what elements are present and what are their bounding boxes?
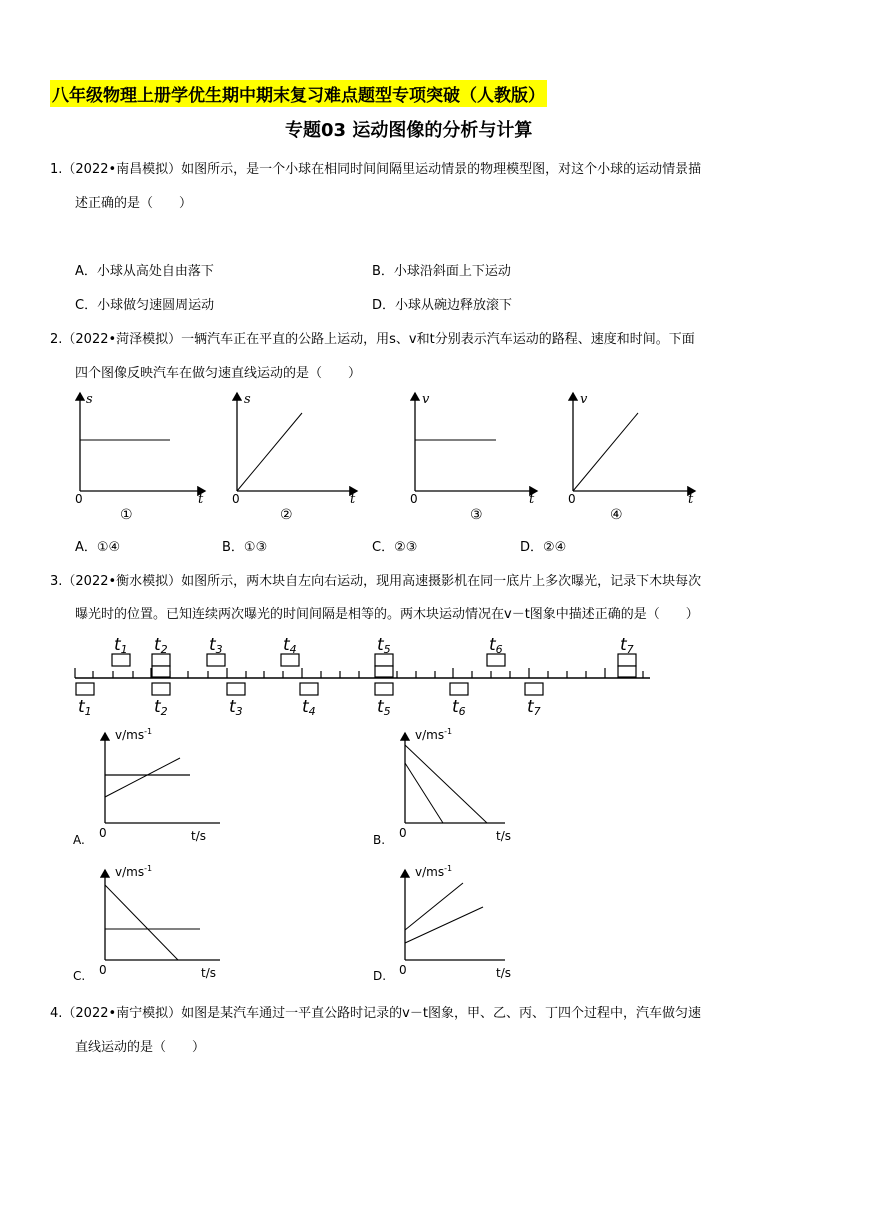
q2-option-b: B．①③ [222, 540, 268, 555]
svg-text:v/ms-1: $v/ms^{-1}$ [415, 727, 453, 742]
q2-graph-2-xlabel: t [350, 492, 356, 507]
q2-graph-3-ylabel: v [422, 392, 430, 407]
q4-text-line1: 4.（2022•南宁模拟）如图是某汽车通过一平直公路时记录的v－t图象，甲、乙、丙、丁四个过程中，汽车做匀速 [50, 1006, 701, 1021]
svg-text:t3: t3 [209, 635, 223, 656]
svg-text:t4: t4 [302, 697, 316, 718]
svg-text:t5: t5 [377, 635, 391, 656]
q3-option-d: D. [373, 969, 387, 983]
q3-graph-a [73, 727, 220, 847]
q3-vt-graphs [65, 725, 545, 990]
svg-text:t7: t7 [527, 697, 541, 718]
q1-text-line2: 述正确的是（ ） [75, 196, 193, 211]
q2-graph-1-xlabel: t [198, 492, 204, 507]
lower-block-t1 [76, 683, 94, 695]
q3-graph-c [73, 864, 220, 983]
svg-text:t6: t6 [489, 635, 503, 656]
q2-graph-4-origin: 0 [568, 492, 576, 506]
q2-graph-1 [75, 392, 205, 523]
q2-graph-1-ylabel: s [86, 392, 93, 407]
svg-text:0: 0 [399, 826, 407, 840]
q2-graph-3-caption: ③ [470, 507, 483, 523]
q3-graph-b [373, 727, 511, 847]
svg-text:0: 0 [399, 963, 407, 977]
svg-text:t3: t3 [229, 697, 243, 718]
svg-text:t2: t2 [154, 697, 168, 718]
upper-block-t5b [375, 666, 393, 677]
svg-text:t2: t2 [154, 635, 168, 656]
q2-option-d: D．②④ [520, 540, 567, 555]
q2-graph-3-xlabel: t [529, 492, 535, 507]
q2-option-c: C．②③ [372, 540, 418, 555]
svg-text:t6: t6 [452, 697, 466, 718]
svg-text:t/s: t/s [191, 829, 206, 843]
q2-graph-3-origin: 0 [410, 492, 418, 506]
q3-option-a: A. [73, 833, 85, 847]
svg-text:v/ms-1: $v/ms^{-1}$ [115, 864, 153, 879]
svg-text:0: 0 [99, 826, 107, 840]
q3-exposure-strip [70, 628, 660, 720]
q2-graph-2-caption: ② [280, 507, 293, 523]
doc-title: 专题03 运动图像的分析与计算 [285, 120, 533, 141]
svg-text:t/s: t/s [496, 966, 511, 980]
q2-option-a: A．①④ [75, 540, 121, 555]
svg-text:0: 0 [99, 963, 107, 977]
q3-text-line1: 3.（2022•衡水模拟）如图所示，两木块自左向右运动，现用高速摄影机在同一底片上多次曝光，记录下木块每次 [50, 574, 702, 589]
svg-text:t/s: t/s [201, 966, 216, 980]
q3-text-line2: 曝光时的位置。已知连续两次曝光的时间间隔是相等的。两木块运动情况在v－t图象中描述正确的是（ ） [75, 607, 699, 622]
lower-block-t2 [152, 683, 170, 695]
lower-block-t5 [375, 683, 393, 695]
q2-graph-2 [232, 392, 357, 523]
lower-block-t3 [227, 683, 245, 695]
q3-option-c: C. [73, 969, 86, 983]
q2-graph-4-caption: ④ [610, 507, 623, 523]
q2-graph-4-xlabel: t [688, 492, 694, 507]
q2-text-line1: 2.（2022•菏泽模拟）一辆汽车正在平直的公路上运动，用s、v和t分别表示汽车运动的路程、速度和时间。下面 [50, 332, 695, 347]
svg-text:t4: t4 [283, 635, 297, 656]
q1-option-d: D．小球从碗边释放滚下 [372, 298, 513, 313]
svg-text:t5: t5 [377, 697, 391, 718]
header-banner: 八年级物理上册学优生期中期末复习难点题型专项突破（人教版） [50, 80, 547, 107]
lower-block-t7 [525, 683, 543, 695]
q1-option-b: B．小球沿斜面上下运动 [372, 264, 511, 279]
q1-option-a: A．小球从高处自由落下 [75, 264, 214, 279]
upper-block-t2b [152, 666, 170, 677]
q2-graph-2-origin: 0 [232, 492, 240, 506]
q2-text-line2: 四个图像反映汽车在做匀速直线运动的是（ ） [75, 366, 362, 381]
q2-graphs [60, 385, 720, 530]
q3-option-b: B. [373, 833, 386, 847]
q1-option-c: C．小球做匀速圆周运动 [75, 298, 215, 313]
q2-graph-1-caption: ① [120, 507, 133, 523]
lower-block-t4 [300, 683, 318, 695]
svg-text:t1: t1 [114, 635, 128, 656]
svg-text:t7: t7 [620, 635, 634, 656]
q4-text-line2: 直线运动的是（ ） [75, 1040, 206, 1055]
q2-graph-2-ylabel: s [244, 392, 251, 407]
lower-block-t6 [450, 683, 468, 695]
q3-graph-d [373, 864, 511, 983]
q1-text-line1: 1.（2022•南昌模拟）如图所示，是一个小球在相同时间间隔里运动情景的物理模型图，对这个小球的运动情景描 [50, 162, 702, 177]
q2-graph-4 [568, 392, 695, 523]
q2-graph-4-ylabel: v [580, 392, 588, 407]
svg-text:v/ms-1: $v/ms^{-1}$ [415, 864, 453, 879]
upper-block-t7b [618, 666, 636, 677]
svg-text:v/ms-1: $v/ms^{-1}$ [115, 727, 153, 742]
svg-text:t1: t1 [78, 697, 92, 718]
svg-text:t/s: t/s [496, 829, 511, 843]
q2-graph-3 [410, 392, 537, 523]
q2-graph-1-origin: 0 [75, 492, 83, 506]
